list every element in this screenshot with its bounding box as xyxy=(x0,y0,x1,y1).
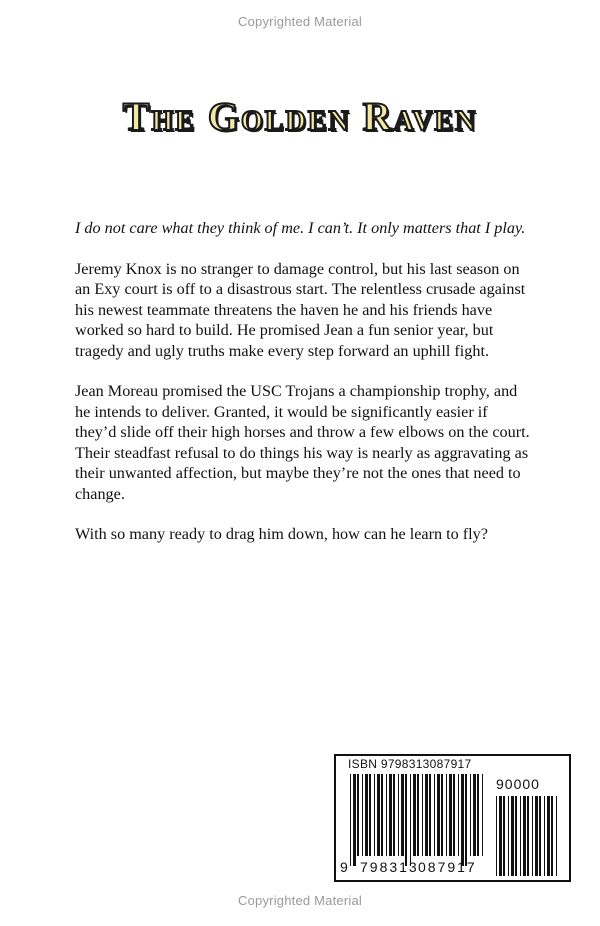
barcode-bar xyxy=(458,774,459,856)
barcode-bar xyxy=(470,774,471,856)
barcode-bar xyxy=(437,774,440,856)
barcode-bar xyxy=(365,774,368,856)
book-title: The Golden Raven xyxy=(122,94,478,139)
back-cover-blurb xyxy=(75,218,530,565)
barcode-bar xyxy=(362,774,363,856)
barcode-bar xyxy=(369,774,371,856)
watermark-bottom: Copyrighted Material xyxy=(238,893,362,908)
barcode-bar xyxy=(401,774,404,856)
barcode-bar xyxy=(374,774,375,856)
price-addon-bars xyxy=(496,796,557,876)
barcode-bar xyxy=(413,774,416,856)
barcode-bar xyxy=(446,774,447,856)
barcode-bar xyxy=(434,774,435,856)
barcode-bar xyxy=(353,774,356,866)
barcode-bar xyxy=(515,796,517,876)
barcode-bar xyxy=(527,796,529,876)
barcode-bar xyxy=(547,796,550,876)
watermark-top: Copyrighted Material xyxy=(238,14,362,29)
barcode-bar xyxy=(393,774,395,856)
barcode-digit-first: 9 xyxy=(340,859,350,875)
barcode-bar xyxy=(441,774,443,856)
barcode-bar xyxy=(539,796,541,876)
barcode-bar xyxy=(429,774,431,856)
barcode-bar xyxy=(461,774,464,866)
barcode-bar xyxy=(535,796,538,876)
barcode-bar xyxy=(350,774,351,866)
barcode-bar xyxy=(449,774,452,856)
barcode-bar xyxy=(389,774,392,856)
blurb-paragraph-jean: Jean Moreau promised the USC Trojans a championship trophy, and he intends to deliver. Granted, it would be significantly easier if they’d slide off their high horses and throw a few elbows on the court. Their steadfast refusal to do things his way is nearly as aggravating as their unwanted affection, but maybe they’re not the ones that need to change. xyxy=(75,382,530,503)
barcode-bar xyxy=(508,796,509,876)
barcode-bar xyxy=(511,796,514,876)
barcode-bar xyxy=(544,796,545,876)
barcode-bar xyxy=(532,796,533,876)
barcode-bar xyxy=(422,774,423,856)
barcode-bar xyxy=(482,774,483,856)
barcode-bar xyxy=(386,774,387,856)
isbn-barcode-box xyxy=(334,754,571,882)
barcode-bar xyxy=(496,796,497,876)
barcode-bar xyxy=(465,774,467,866)
barcode-bar xyxy=(410,774,411,866)
barcode-bar xyxy=(520,796,521,876)
barcode-bar xyxy=(473,774,476,856)
barcode-bar xyxy=(477,774,479,856)
blurb-closing-line: With so many ready to drag him down, how can he learn to fly? xyxy=(75,525,488,543)
barcode-digits-left: 798313 xyxy=(360,859,419,875)
blurb-intro-quote: I do not care what they think of me. I can’t. It only matters that I play. xyxy=(75,219,526,237)
barcode-bar xyxy=(357,774,359,856)
price-code: 90000 xyxy=(496,776,540,792)
barcode-bar xyxy=(503,796,505,876)
barcode-bar xyxy=(523,796,526,876)
barcode-bar xyxy=(556,796,557,876)
barcode-bar xyxy=(417,774,419,856)
isbn-label: ISBN 9798313087917 xyxy=(348,757,472,771)
barcode-bar xyxy=(425,774,428,856)
barcode-bar xyxy=(377,774,380,856)
barcode-bar xyxy=(551,796,553,876)
main-barcode-bars xyxy=(350,774,483,866)
barcode-bar xyxy=(381,774,383,856)
barcode-bar xyxy=(453,774,455,856)
blurb-paragraph-jeremy: Jeremy Knox is no stranger to damage control, but his last season on an Exy court is off to a disastrous start. The relentless crusade against his newest teammate threatens the haven he and his friends have worked so hard to build. He promised Jean a fun senior year, but tragedy and ugly truths make every step forward an uphill fight. xyxy=(75,259,526,360)
barcode-bar xyxy=(398,774,399,856)
barcode-digits-right: 087917 xyxy=(418,859,477,875)
barcode-bar xyxy=(405,774,407,866)
barcode-bar xyxy=(499,796,502,876)
